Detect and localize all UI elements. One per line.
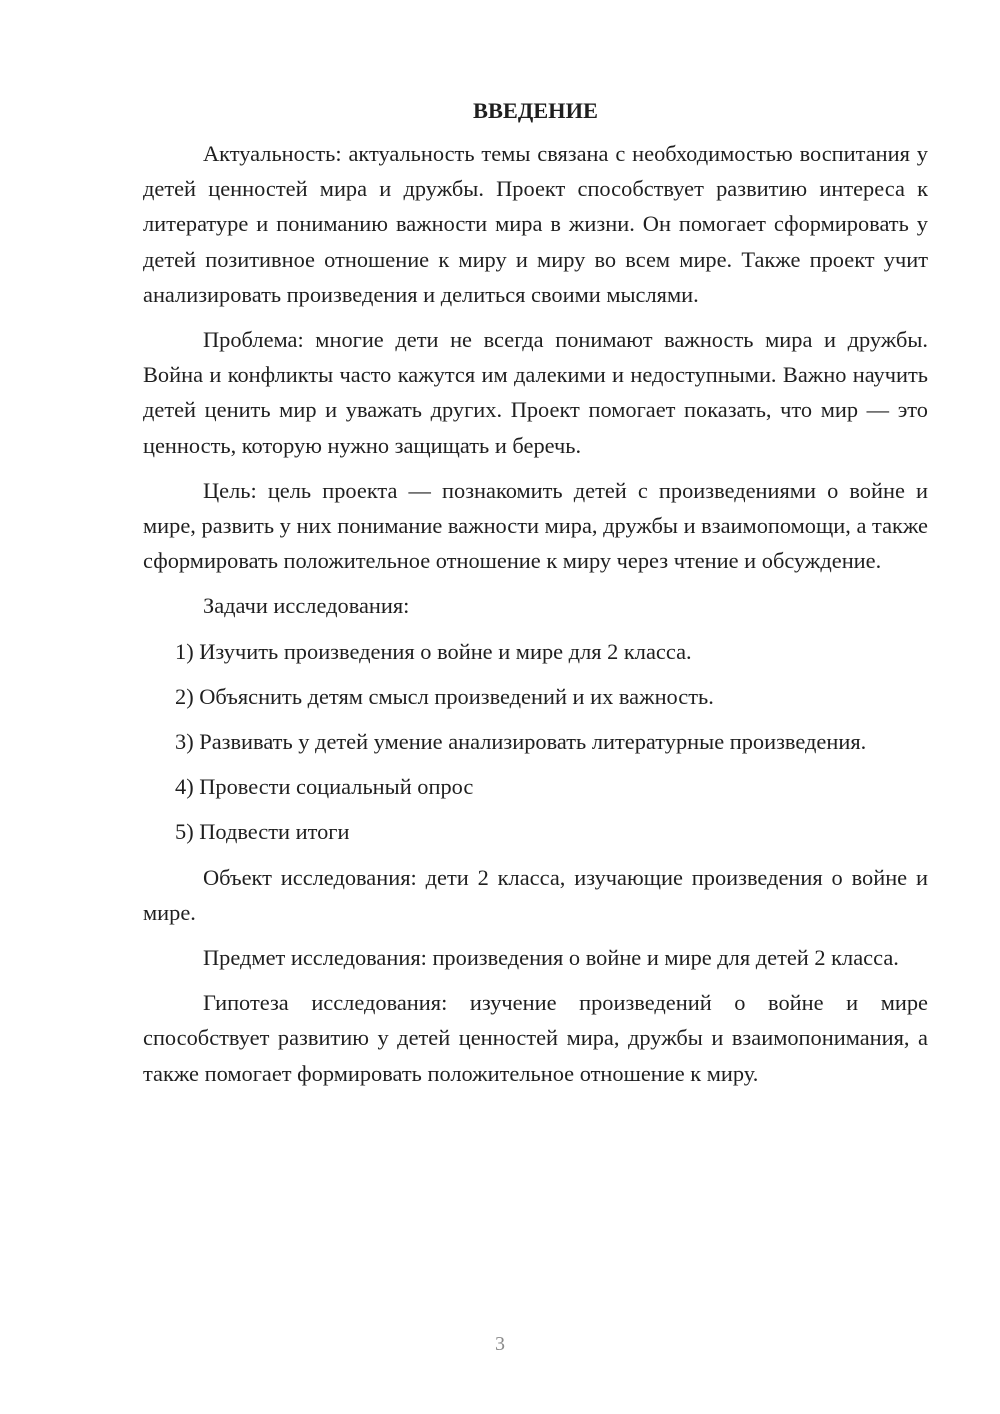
page-content	[143, 96, 928, 1101]
task-item-1: 1) Изучить произведения о войне и мире для 2 класса.	[175, 638, 692, 664]
tasks-heading: Задачи исследования:	[203, 593, 410, 619]
task-item-4: 4) Провести социальный опрос	[175, 774, 474, 800]
section-title: ВВЕДЕНИЕ	[473, 98, 598, 123]
relevance-paragraph: Актуальность: актуальность темы связана с необходимостью воспитания у детей ценностей мира и дружбы. Проект способствует развитию интереса к литературе и пониманию важности мира в жизни. Он помогает сформировать у детей позитивное отношение к миру и миру во всем мире. Также проект учит анализировать произведения и делиться своими мыслями.	[143, 141, 928, 307]
task-item-5: 5) Подвести итоги	[175, 819, 350, 845]
problem-paragraph: Проблема: многие дети не всегда понимают важность мира и дружбы. Война и конфликты часто кажутся им далекими и недоступными. Важно научить детей ценить мир и уважать других. Проект помогает показать, что мир — это ценность, которую нужно защищать и беречь.	[143, 327, 928, 458]
task-item-2: 2) Объяснить детям смысл произведений и их важность.	[175, 683, 714, 709]
task-item-3: 3) Развивать у детей умение анализировать литературные произведения.	[175, 729, 867, 755]
subject-paragraph: Предмет исследования: произведения о войне и мире для детей 2 класса.	[203, 945, 899, 971]
hypothesis-paragraph: Гипотеза исследования: изучение произведений о войне и мире способствует развитию у детей ценностей мира, дружбы и взаимопонимания, а также помогает формировать положительное отношение к миру.	[143, 990, 928, 1086]
page-number: 3	[495, 1333, 505, 1355]
goal-paragraph: Цель: цель проекта — познакомить детей с произведениями о войне и мире, развить у них понимание важности мира, дружбы и взаимопомощи, а также сформировать положительное отношение к миру через чтение и обсуждение.	[143, 477, 928, 574]
object-paragraph: Объект исследования: дети 2 класса, изучающие произведения о войне и мире.	[143, 864, 928, 925]
